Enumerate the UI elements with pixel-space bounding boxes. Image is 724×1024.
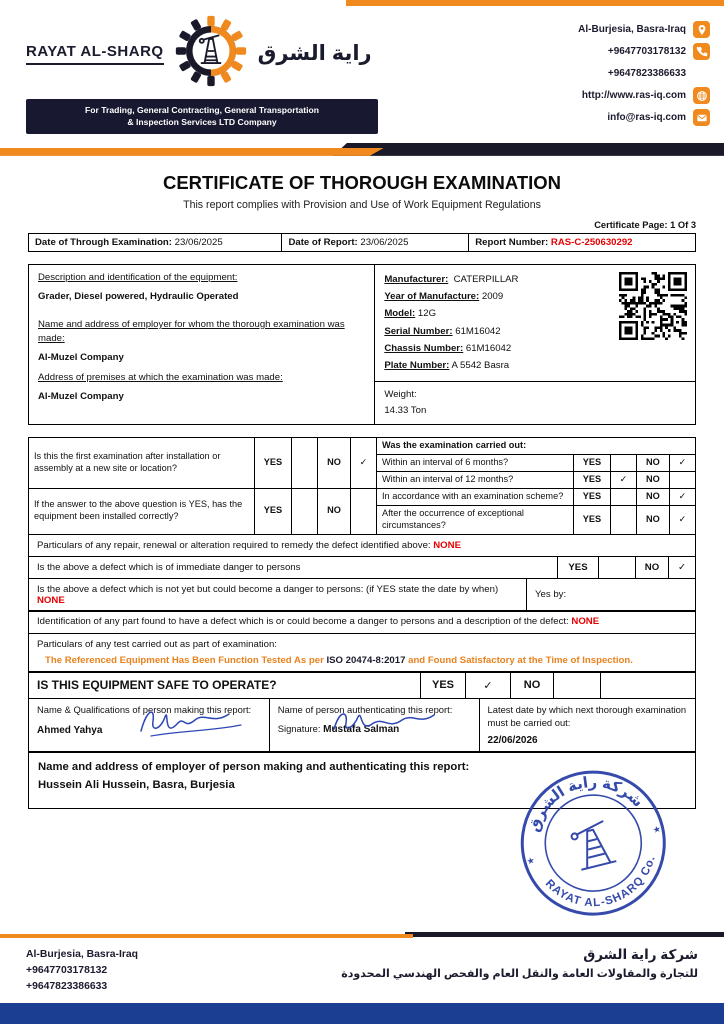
stamp-derrick-icon — [570, 821, 617, 871]
interval-12-yes-checkbox[interactable]: ✓ — [610, 472, 636, 489]
gear-derrick-logo-icon — [174, 14, 248, 93]
footer-divider-orange — [0, 934, 413, 938]
stamp-star-right: ★ — [651, 823, 662, 836]
manufacturer-row: Manufacturer: CATERPILLAR — [384, 273, 519, 285]
chassis-row: Chassis Number: 61M16042 — [384, 342, 512, 354]
footer-blue-bar — [0, 1003, 724, 1024]
company-name-en: RAYAT AL-SHARQ — [26, 43, 164, 65]
safe-filler-cell — [600, 672, 695, 698]
model-row: Model: 12G — [384, 308, 437, 320]
circumstances-yes-checkbox[interactable] — [610, 505, 636, 534]
location-pin-icon — [693, 21, 710, 38]
employer-of-person-row: Name and address of employer of person making and authenticating this report: Hussein Ali Hussein, Basra, Burjesia شركة راية الشرق RAYAT AL-SHARQ Co. ★ ★ — [28, 751, 696, 809]
exceptional-circumstances-label: After the occurrence of exceptional circumstances? — [377, 505, 574, 534]
contact-block — [578, 16, 710, 134]
carried-out-header: Was the examination carried out: — [377, 438, 696, 455]
year-row: Year of Manufacture: 2009 — [384, 291, 504, 303]
q2-yes-checkbox[interactable] — [292, 488, 318, 534]
tagline-line1: For Trading, General Contracting, General Transportation — [85, 105, 319, 115]
header-divider — [0, 140, 724, 160]
q1-yes-checkbox[interactable] — [292, 438, 318, 489]
divider-orange-bar — [0, 148, 384, 156]
stamp-star-left: ★ — [525, 855, 536, 867]
signatures-row — [28, 698, 696, 752]
next-examination-date: 22/06/2026 — [487, 734, 538, 746]
scheme-no-checkbox[interactable]: ✓ — [669, 488, 695, 505]
immediate-danger-row: Is the above a defect which is of immediate danger to persons YES NO ✓ — [28, 556, 696, 579]
footer-divider — [0, 932, 724, 939]
report-number-cell: Report Number: RAS-C-250630292 — [469, 233, 696, 251]
footer-divider-dark — [405, 932, 724, 937]
contact-phone1: +9647703178132 — [578, 43, 710, 60]
premises-label: Address of premises at which the examination was made: — [38, 371, 283, 383]
employer-value: Al-Muzel Company — [38, 351, 124, 363]
plate-row: Plate Number: A 5542 Basra — [384, 360, 510, 372]
safe-yes-checkbox[interactable]: ✓ — [465, 672, 510, 698]
top-orange-strip — [346, 0, 724, 6]
company-tagline — [26, 99, 378, 134]
contact-address: Al-Burjesia, Basra-Iraq — [578, 21, 710, 38]
certificate-body — [0, 160, 724, 910]
identification-value: NONE — [571, 616, 600, 628]
future-danger-value: NONE — [37, 594, 65, 606]
icon-spacer — [693, 65, 710, 82]
interval-12-months-label: Within an interval of 12 months? — [377, 472, 574, 489]
future-danger-row: Is the above a defect which is not yet but could become a danger to persons: (if YES state the date by when) NONE Yes by: — [28, 578, 696, 612]
date-of-report-cell: Date of Report: 23/06/2025 — [282, 233, 469, 251]
equipment-description-value: Grader, Diesel powered, Hydraulic Operated — [38, 290, 239, 302]
header — [0, 0, 724, 134]
stamp-text-english: RAYAT AL-SHARQ Co. — [542, 854, 658, 910]
globe-icon — [693, 87, 710, 104]
report-maker-cell: Name & Qualifications of person making this report: Ahmed Yahya — [29, 699, 269, 751]
examination-table: Is this the first examination after installation or assembly at a new site or location? YES NO ✓ Was the examination carried out: Within an interval of 6 months? YES NO ✓ Within an interval of 12 months? YES ✓ NO If the answer to the above question is YES, has the equipment been installed correctly? YES NO In accordance with an examination scheme? YES NO ✓ After the occurrence of exceptional circumstances? YES NO ✓ — [28, 437, 696, 535]
footer-contact: Al-Burjesia, Basra-Iraq +9647703178132 +9647823386633 — [26, 948, 139, 992]
interval-6-no-checkbox[interactable]: ✓ — [669, 455, 695, 472]
interval-6-yes-checkbox[interactable] — [610, 455, 636, 472]
tagline-line2: & Inspection Services LTD Company — [127, 117, 277, 128]
phone-icon — [693, 43, 710, 60]
equipment-section — [28, 264, 696, 425]
equipment-right-column — [375, 265, 695, 424]
repair-particulars-row: Particulars of any repair, renewal or alteration required to remedy the defect identified above: NONE — [28, 534, 696, 557]
test-particulars-row: Particulars of any test carried out as part of examination: The Referenced Equipment Has Been Function Tested As per ISO 20474-8:2017 and Found Satisfactory at the Time of Inspection. — [28, 633, 696, 673]
serial-row: Serial Number: 61M16042 — [384, 325, 501, 337]
report-authenticator-cell: Name of person authenticating this report: Signature: Mustafa Salman — [269, 699, 479, 751]
authenticator-name: Mustafa Salman — [323, 724, 400, 736]
interval-12-no-checkbox[interactable] — [669, 472, 695, 489]
contact-phone2: +9647823386633 — [578, 65, 710, 82]
premises-value: Al-Muzel Company — [38, 390, 124, 402]
footer — [0, 932, 724, 1024]
safe-to-operate-row: IS THIS EQUIPMENT SAFE TO OPERATE? YES ✓ NO — [28, 671, 696, 699]
safe-to-operate-label: IS THIS EQUIPMENT SAFE TO OPERATE? — [37, 678, 277, 693]
page-title: CERTIFICATE OF THOROUGH EXAMINATION — [162, 171, 562, 193]
contact-email[interactable]: info@ras-iq.com — [578, 109, 710, 126]
employer-person-value: Hussein Ali Hussein, Basra, Burjesia — [38, 779, 235, 792]
stamp-text-arabic: شركة راية الشرق — [525, 774, 647, 835]
company-name-ar: راية الشرق — [257, 42, 372, 65]
iso-standard: ISO 20474-8:2017 — [326, 655, 406, 667]
contact-website[interactable]: http://www.ras-iq.com — [578, 87, 710, 104]
weight-row: Weight: 14.33 Ton — [375, 381, 695, 425]
date-of-examination-cell: Date of Through Examination: 23/06/2025 — [29, 233, 282, 251]
page-subtitle: This report complies with Provision and Use of Work Equipment Regulations — [183, 198, 541, 211]
certificate-page-number: Certificate Page: 1 Of 3 — [594, 219, 696, 230]
equipment-description-label: Description and identification of the equipment: — [38, 271, 238, 283]
question-first-examination: Is this the first examination after installation or assembly at a new site or location? — [29, 438, 255, 489]
immediate-no-checkbox[interactable]: ✓ — [668, 557, 695, 578]
q2-no-checkbox[interactable] — [351, 488, 377, 534]
safe-no-checkbox[interactable] — [553, 672, 600, 698]
q1-no-checkbox[interactable]: ✓ — [351, 438, 377, 489]
immediate-yes-checkbox[interactable] — [598, 557, 635, 578]
defect-identification-row: Identification of any part found to have a defect which is or could become a danger to persons and a description of the defect: NONE — [28, 610, 696, 633]
qr-code — [619, 272, 687, 340]
envelope-icon — [693, 109, 710, 126]
examination-scheme-label: In accordance with an examination scheme? — [377, 488, 574, 505]
test-result-line: The Referenced Equipment Has Been Function Tested As per ISO 20474-8:2017 and Found Satisfactory at the Time of Inspection. — [45, 655, 633, 667]
footer-arabic: شركة راية الشرق للتجارة والمقاولات العامة والنقل العام والفحص الهندسي المحدودة — [341, 946, 698, 980]
dates-table — [28, 233, 696, 252]
repair-value: NONE — [433, 539, 461, 551]
company-logo-block — [26, 14, 398, 134]
employer-label: Name and address of employer for whom the thorough examination was made: — [38, 318, 345, 344]
equipment-left-column — [29, 265, 375, 424]
divider-dark-bar — [333, 143, 724, 156]
scheme-yes-checkbox[interactable] — [610, 488, 636, 505]
next-examination-cell: Latest date by which next thorough examination must be carried out: 22/06/2026 — [479, 699, 695, 751]
yes-by-cell[interactable]: Yes by: — [526, 579, 695, 611]
question-installed-correctly: If the answer to the above question is YES, has the equipment been installed correctly? — [29, 488, 255, 534]
circumstances-no-checkbox[interactable]: ✓ — [669, 505, 695, 534]
maker-name: Ahmed Yahya — [37, 725, 103, 737]
interval-6-months-label: Within an interval of 6 months? — [377, 455, 574, 472]
